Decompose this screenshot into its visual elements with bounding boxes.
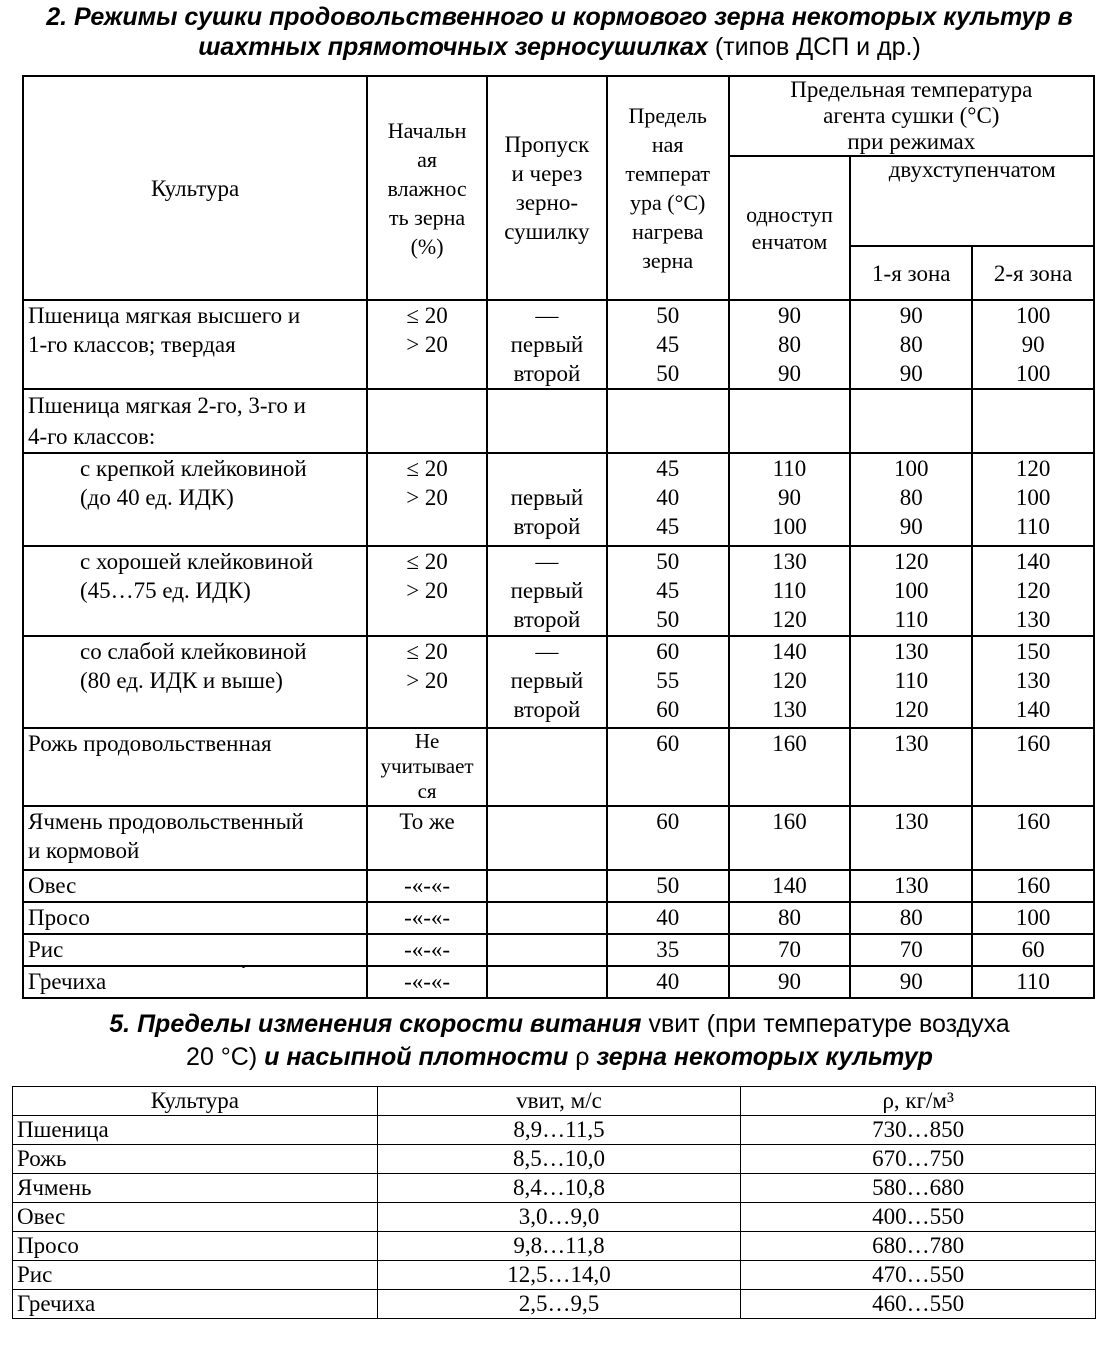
table2-title-bold: 2. Режимы сушки продовольственного и кормового зерна некоторых культур в шахтных прямоточных зерносушилках (46, 3, 1073, 61)
cell-pass (487, 806, 607, 870)
header-moisture: Начальн ая влажнос ть зерна (%) (367, 76, 487, 300)
cell-zone-1: 100 80 90 (850, 453, 972, 546)
table-row (23, 870, 1094, 902)
cell-one-stage: 140 120 130 (729, 636, 851, 728)
cell-zone-2: 100 (972, 902, 1094, 934)
cell-grain-temp: 60 55 60 (607, 636, 729, 728)
table-row (23, 728, 1094, 806)
table-row (23, 902, 1094, 934)
cell-density: 400…550 (741, 1203, 1096, 1232)
cell-density: 730…850 (741, 1116, 1096, 1145)
cell-zone-1: 80 (850, 902, 972, 934)
cell-pass (487, 870, 607, 902)
cell-culture: Ячмень продовольственный и кормовой (23, 806, 367, 870)
cell-culture: Просо (23, 902, 367, 934)
cell-pass (487, 389, 607, 453)
table2-title (0, 2, 1119, 62)
cell-density: 460…550 (741, 1290, 1096, 1319)
cell-culture: с крепкой клейковиной (до 40 ед. ИДК) (23, 453, 367, 546)
cell-pass: — первый второй (487, 300, 607, 389)
cell-culture: Ячмень (13, 1174, 378, 1203)
table-row (23, 546, 1094, 636)
table2-title-rest: (типов ДСП и др.) (707, 33, 921, 61)
cell-culture: Овес (23, 870, 367, 902)
cell-zone-1: 130 (850, 728, 972, 806)
table5-title-rho: ρ (575, 1043, 590, 1071)
cell-zone-1: 120 100 110 (850, 546, 972, 636)
stray-dot (242, 965, 245, 968)
table-row (13, 1116, 1096, 1145)
cell-zone-1: 130 110 120 (850, 636, 972, 728)
cell-moisture: То же (367, 806, 487, 870)
table-row (23, 934, 1094, 966)
cell-zone-2: 140 120 130 (972, 546, 1094, 636)
cell-moisture: -«-«- (367, 934, 487, 966)
cell-grain-temp: 50 45 50 (607, 300, 729, 389)
header-zone-1: 1-я зона (850, 246, 972, 300)
cell-moisture: ≤ 20 > 20 (367, 453, 487, 546)
cell-pass: — первый второй (487, 546, 607, 636)
cell-one-stage (729, 389, 851, 453)
cell-grain-temp (607, 389, 729, 453)
table5-title-bold2: и насыпной плотности (257, 1043, 576, 1071)
cell-one-stage: 160 (729, 806, 851, 870)
cell-grain-temp: 60 (607, 806, 729, 870)
header-culture: Культура (23, 76, 367, 300)
cell-moisture: -«-«- (367, 870, 487, 902)
table-row (13, 1261, 1096, 1290)
cell-zone-2: 160 (972, 728, 1094, 806)
cell-culture: Гречиха (13, 1290, 378, 1319)
cell-density: 680…780 (741, 1232, 1096, 1261)
cell-grain-temp: 40 (607, 966, 729, 998)
cell-pass (487, 966, 607, 998)
cell-one-stage: 90 (729, 966, 851, 998)
header-agent-temp: Предельная температура агента сушки (°С) при режимах (729, 76, 1094, 156)
table-row (23, 806, 1094, 870)
cell-grain-temp: 60 (607, 728, 729, 806)
cell-culture: Рожь (13, 1145, 378, 1174)
cell-culture: Гречиха (23, 966, 367, 998)
cell-moisture: ≤ 20 > 20 (367, 636, 487, 728)
cell-one-stage: 110 90 100 (729, 453, 851, 546)
cell-culture: Просо (13, 1232, 378, 1261)
table5-title-bold: 5. Пределы изменения скорости витания (109, 1010, 642, 1038)
cell-moisture: ≤ 20 > 20 (367, 300, 487, 389)
cell-zone-1 (850, 389, 972, 453)
cell-velocity: 9,8…11,8 (377, 1232, 741, 1261)
cell-culture: Рис (23, 934, 367, 966)
cell-zone-2: 150 130 140 (972, 636, 1094, 728)
table5-title-plain: 20 °С) (186, 1043, 258, 1071)
table5-title (0, 1008, 1119, 1074)
cell-velocity: 8,5…10,0 (377, 1145, 741, 1174)
cell-pass (487, 902, 607, 934)
cell-zone-1: 130 (850, 806, 972, 870)
header-density: ρ, кг/м³ (741, 1087, 1096, 1116)
header-one-stage: одноступ енчатом (729, 156, 851, 300)
cell-culture: Овес (13, 1203, 378, 1232)
velocity-density-table (12, 1086, 1096, 1319)
cell-culture: со слабой клейковиной (80 ед. ИДК и выше) (23, 636, 367, 728)
cell-one-stage: 140 (729, 870, 851, 902)
cell-moisture: Не учитывает ся (367, 728, 487, 806)
table-row (23, 636, 1094, 728)
cell-culture: Пшеница мягкая 2-го, 3-го и 4-го классов: (23, 389, 367, 453)
cell-culture: с хорошей клейковиной (45…75 ед. ИДК) (23, 546, 367, 636)
cell-one-stage: 130 110 120 (729, 546, 851, 636)
cell-culture: Рис (13, 1261, 378, 1290)
cell-one-stage: 70 (729, 934, 851, 966)
cell-velocity: 12,5…14,0 (377, 1261, 741, 1290)
table-row (23, 389, 1094, 453)
header-zone-2: 2-я зона (972, 246, 1094, 300)
cell-density: 580…680 (741, 1174, 1096, 1203)
table-row (23, 300, 1094, 389)
cell-velocity: 3,0…9,0 (377, 1203, 741, 1232)
cell-zone-2: 120 100 110 (972, 453, 1094, 546)
header-culture: Культура (13, 1087, 378, 1116)
cell-zone-2: 60 (972, 934, 1094, 966)
table-row (13, 1145, 1096, 1174)
header-velocity: vвит, м/с (377, 1087, 741, 1116)
cell-velocity: 8,4…10,8 (377, 1174, 741, 1203)
cell-one-stage: 90 80 90 (729, 300, 851, 389)
cell-zone-1: 130 (850, 870, 972, 902)
cell-grain-temp: 50 45 50 (607, 546, 729, 636)
table-row (13, 1290, 1096, 1319)
cell-zone-2: 100 90 100 (972, 300, 1094, 389)
cell-one-stage: 80 (729, 902, 851, 934)
cell-moisture: ≤ 20 > 20 (367, 546, 487, 636)
table-row (13, 1203, 1096, 1232)
cell-zone-1: 90 80 90 (850, 300, 972, 389)
cell-zone-2: 110 (972, 966, 1094, 998)
cell-zone-1: 70 (850, 934, 972, 966)
table-row (23, 453, 1094, 546)
cell-pass (487, 728, 607, 806)
drying-modes-table (22, 75, 1095, 999)
table5-title-rest: vвит (при температуре воздуха (641, 1010, 1010, 1038)
cell-zone-2: 160 (972, 806, 1094, 870)
cell-velocity: 8,9…11,5 (377, 1116, 741, 1145)
header-pass: Пропуск и через зерно- сушилку (487, 76, 607, 300)
table5-title-bold3: зерна некоторых культур (589, 1043, 933, 1071)
cell-pass (487, 934, 607, 966)
cell-culture: Пшеница мягкая высшего и 1-го классов; твердая (23, 300, 367, 389)
cell-zone-2: 160 (972, 870, 1094, 902)
cell-density: 670…750 (741, 1145, 1096, 1174)
table-row (13, 1232, 1096, 1261)
table-row (23, 966, 1094, 998)
cell-culture: Пшеница (13, 1116, 378, 1145)
cell-grain-temp: 40 (607, 902, 729, 934)
cell-velocity: 2,5…9,5 (377, 1290, 741, 1319)
cell-grain-temp: 35 (607, 934, 729, 966)
cell-grain-temp: 50 (607, 870, 729, 902)
cell-density: 470…550 (741, 1261, 1096, 1290)
header-grain-temp: Предель ная температ ура (°С) нагрева зерна (607, 76, 729, 300)
table-row (13, 1174, 1096, 1203)
cell-pass: первый второй (487, 453, 607, 546)
cell-moisture: -«-«- (367, 902, 487, 934)
cell-pass: — первый второй (487, 636, 607, 728)
cell-zone-2 (972, 389, 1094, 453)
cell-grain-temp: 45 40 45 (607, 453, 729, 546)
cell-culture: Рожь продовольственная (23, 728, 367, 806)
cell-moisture: -«-«- (367, 966, 487, 998)
header-two-stage: двухступенчатом (850, 156, 1094, 246)
cell-zone-1: 90 (850, 966, 972, 998)
cell-moisture (367, 389, 487, 453)
cell-one-stage: 160 (729, 728, 851, 806)
